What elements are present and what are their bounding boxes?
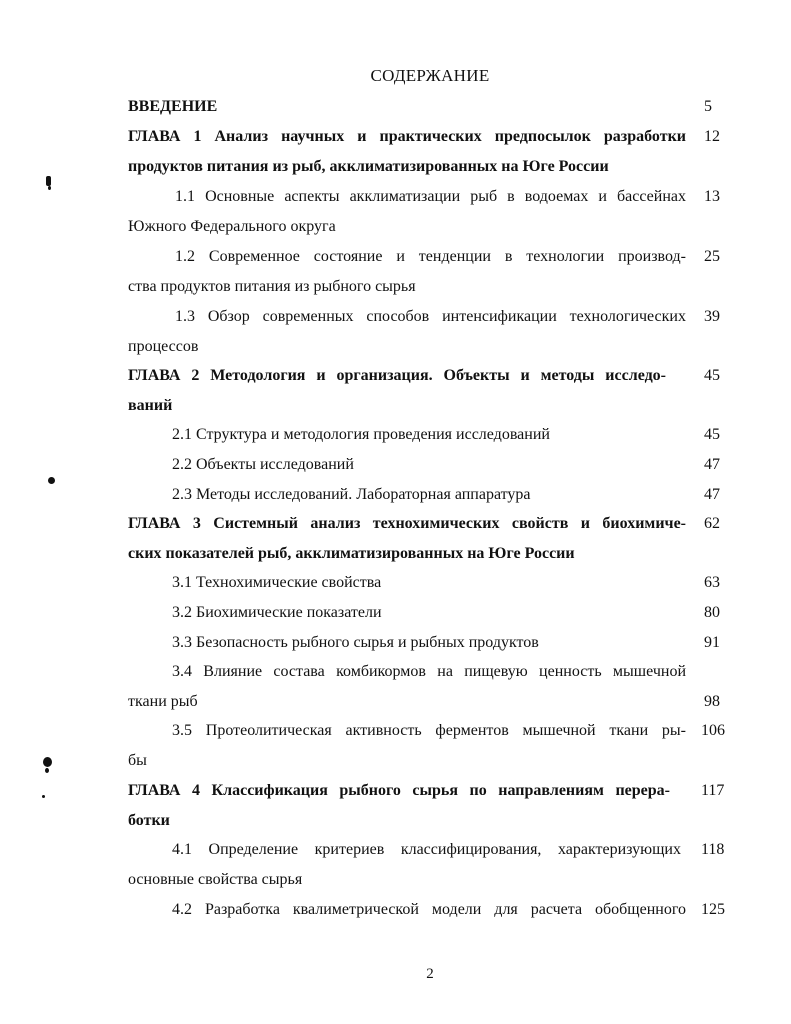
toc-page-number: 39 [704, 308, 720, 325]
toc-entry-section-1-1-cont: Южного Федерального округа [128, 218, 336, 235]
toc-entry-section-1-2: 1.2 Современное состояние и тенденции в технологии производ- [175, 248, 686, 265]
toc-entry-section-1-3-cont: процессов [128, 338, 199, 355]
toc-page-number: 45 [704, 367, 720, 384]
toc-page-number: 47 [704, 486, 720, 503]
toc-entry-chapter-2-cont: ваний [128, 397, 173, 414]
toc-page-number: 47 [704, 456, 720, 473]
toc-entry-chapter-2: ГЛАВА 2 Методология и организация. Объекты и методы исследо- [128, 367, 666, 384]
scan-speck [43, 757, 52, 767]
scan-speck [42, 795, 45, 798]
toc-entry-section-4-2: 4.2 Разработка квалиметрической модели для расчета обобщенного [172, 901, 686, 918]
toc-entry-chapter-4-cont: ботки [128, 812, 170, 829]
toc-entry-chapter-4: ГЛАВА 4 Классификация рыбного сырья по направлениям перера- [128, 782, 670, 799]
toc-entry-section-3-4: 3.4 Влияние состава комбикормов на пищевую ценность мышечной [172, 663, 686, 680]
toc-entry-section-2-1: 2.1 Структура и методология проведения исследований [172, 426, 550, 443]
toc-entry-section-1-1: 1.1 Основные аспекты акклиматизации рыб в водоемах и бассейнах [175, 188, 686, 205]
toc-page-number: 62 [704, 515, 720, 532]
toc-page-number: 5 [704, 98, 712, 115]
toc-entry-introduction: ВВЕДЕНИЕ [128, 98, 218, 115]
toc-page-number: 106 [701, 722, 725, 739]
toc-entry-chapter-1-cont: продуктов питания из рыб, акклиматизированных на Юге России [128, 158, 609, 175]
toc-entry-section-3-4-cont: ткани рыб [128, 693, 198, 710]
toc-entry-section-1-2-cont: ства продуктов питания из рыбного сырья [128, 278, 416, 295]
toc-page-number: 98 [704, 693, 720, 710]
toc-page-number: 91 [704, 634, 720, 651]
toc-page-number: 117 [701, 782, 725, 799]
page-number: 2 [426, 966, 434, 982]
toc-entry-section-2-3: 2.3 Методы исследований. Лабораторная аппаратура [172, 486, 531, 503]
toc-page-number: 13 [704, 188, 720, 205]
toc-entry-section-1-3: 1.3 Обзор современных способов интенсификации технологических [175, 308, 686, 325]
toc-entry-chapter-1: ГЛАВА 1 Анализ научных и практических предпосылок разработки [128, 128, 686, 145]
toc-page-number: 118 [701, 841, 725, 858]
toc-entry-chapter-3: ГЛАВА 3 Системный анализ технохимических свойств и биохимиче- [128, 515, 686, 532]
toc-page-number: 125 [701, 901, 725, 918]
toc-entry-section-3-2: 3.2 Биохимические показатели [172, 604, 382, 621]
scan-speck [48, 186, 51, 190]
toc-page-number: 12 [704, 128, 720, 145]
toc-entry-section-3-3: 3.3 Безопасность рыбного сырья и рыбных продуктов [172, 634, 539, 651]
toc-entry-section-3-5-cont: бы [128, 752, 147, 769]
toc-entry-section-4-1: 4.1 Определение критериев классифицирования, характеризующих [172, 841, 681, 858]
toc-entry-section-3-5: 3.5 Протеолитическая активность ферментов мышечной ткани ры- [172, 722, 686, 739]
toc-page-number: 80 [704, 604, 720, 621]
scan-speck [48, 477, 55, 484]
page-title: СОДЕРЖАНИЕ [370, 66, 490, 85]
toc-page-number: 45 [704, 426, 720, 443]
toc-entry-section-2-2: 2.2 Объекты исследований [172, 456, 354, 473]
toc-page-number: 63 [704, 574, 720, 591]
scan-speck [45, 768, 49, 773]
toc-entry-section-3-1: 3.1 Технохимические свойства [172, 574, 382, 591]
toc-entry-chapter-3-cont: ских показателей рыб, акклиматизированных на Юге России [128, 545, 575, 562]
toc-page-number: 25 [704, 248, 720, 265]
scan-speck [46, 176, 51, 186]
toc-entry-section-4-1-cont: основные свойства сырья [128, 871, 303, 888]
